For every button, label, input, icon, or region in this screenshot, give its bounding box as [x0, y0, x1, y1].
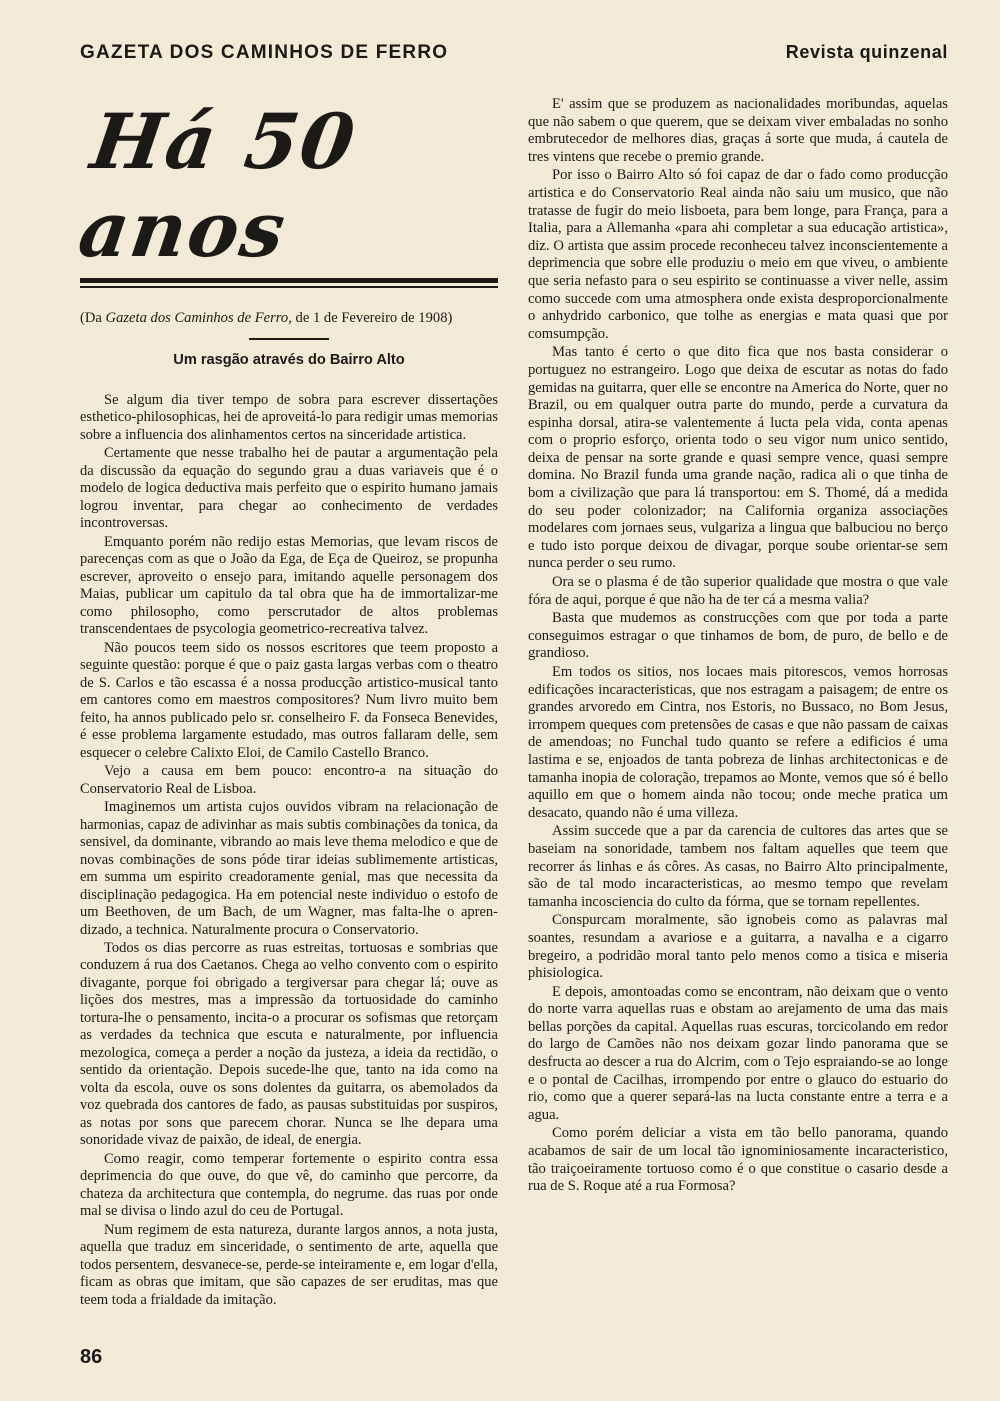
right-column	[528, 96, 948, 1196]
paragraph: Não poucos teem sido os nossos escritores que teem proposto a seguinte questão: porque é que o paiz gasta largas verbas com o theatro de S. Carlos e tão escassa é a nossa producção artistico-musical tanto em cantores como em maestros compositores? Num livro muito bem feito, ha annos publicado pelo sr. conselheiro F. da Fonseca Benevides, é esse problema largamente estudado, mas outros fallaram delle, sem esquecer o celebre Calixto Eloi, de Camilo Castello Branco.	[80, 639, 498, 761]
page-number: 86	[80, 1346, 103, 1368]
publication-frequency: Revista quinzenal	[785, 42, 948, 62]
paragraph: Conspurcam moralmente, são ignobeis como as palavras mal soantes, resundam a avariose e a guitarra, a navalha e a cigarro bregeiro, a podridão moral tanto pelo menos como a tisica e miseria phisiologica.	[528, 912, 948, 982]
paragraph: Por isso o Bairro Alto só foi capaz de dar o fado como producção artistica e do Conservatorio Real ainda não saiu um musico, que não tratasse de fugir do meio lisboeta, para bem longe, para França, para a Italia, para a Allemanha «para ahi completar a sua educação artistica», diz. O artista que assim procede reconheceu talvez inconscientemente a deprimencia que sobre elle produziu o meio em que viveu, o ambiente que seria nefasto para o seu espirito se continuasse a viver nelle, assim como succede com uma atmosphera onde exista desproporcionalmente o anhydrido carbonico, que tolhe as energias e mata quasi que por comsumpção.	[528, 167, 948, 342]
paragraph: Emquanto porém não redijo estas Memorias, que levam riscos de parecenças com as que o João da Ega, de Eça de Queiroz, se propunha escrever, aproveito o ensejo para, imitando aquelle personagem dos Maias, publicar um capitulo da tal obra que ha de immortalizar-me como philosopho, como perscrutador de altos problemas transcendentaes de psycologia geometrico-recreativa talvez.	[80, 533, 498, 638]
paragraph: Como porém deliciar a vista em tão bello panorama, quando acabamos de sair de um local tão ignominiosamente incaracteristico, tão traiçoeiramente tortuoso como é o que constitue o casario desde a rua de S. Roque até a rua Formosa?	[528, 1125, 948, 1195]
paragraph: Certamente que nesse trabalho hei de pautar a argumentação pela da discussão da equação do segundo grau a duas variaveis que é o modelo de logica deductiva mais perfeito que o espirito humano jamais logrou inventar, para chegar ao conhecimento de verdades incontroversas.	[80, 445, 498, 532]
source-prefix: (Da	[80, 310, 106, 326]
source-publication: Gazeta dos Caminhos de Ferro,	[105, 310, 292, 326]
paragraph: Mas tanto é certo o que dito fica que nos basta considerar o portuguez no estrangeiro. Logo que deixa de escutar as notas do fado gemidas na guitarra, quer elle se encontre na America do Norte, quer no Brazil, ou em qualquer outra parte do mundo, perde a curvatura da espinha dorsal, atira-se valentemente á lucta pela vida, conta apenas com o proprio esforço, orienta todo o seu vigor num unico sentido, deixa de pensar na sorte grande e quasi sempre vence, quasi sempre domina. No Brazil funda uma grande nação, radica ali o que tinha de bom a civilização que para lá transportou: em S. Thomé, dá a medida do seu poder colonizador; na California organiza associações modelares com jornaes seus, vulgariza a lingua que balbuciou no berço e tudo isto porque deixou de divagar, porque soube orientar-se sem nunca perder o seu rumo.	[528, 344, 948, 572]
article-subtitle: Um rasgão através do Bairro Alto	[173, 352, 405, 369]
left-column	[73, 96, 498, 1309]
paragraph: Se algum dia tiver tempo de sobra para escrever dissertações esthetico-philosophicas, hei de aproveitá-lo para redigir umas memorias sobre a influencia dos alinhamentos certos na sinceridade artistica.	[80, 391, 498, 443]
paragraph: Todos os dias percorre as ruas estreitas, tortuosas e sombrias que conduzem á rua dos Caetanos. Chega ao velho convento com o espirito divagante, porque foi obrigado a tergiversar para chegar lá; ouve as lições dos mestres, mas a impressão da tortuosidade do caminho tortura-lhe o pensamento, incita-o a procurar os sofismas que retorçam as verdades da technica que escuta e naturalmente, por influencia mezologica, começa a perder a noção da justeza, a ideia da rectidão, o sentido da orientação. Depois sucede-lhe que, tanto na ida como na volta da escola, ouve os sons dolentes da guitarra, os abemolados da voz quebrada dos cantores de fado, as pausas substituidas por suspiros, as notas por sons que parecem chorar. Nunca se lhe depara uma sonoridade vivaz de paixão, de ideal, de energia.	[80, 939, 498, 1149]
article-heading: Há 50 anos	[73, 97, 362, 274]
paragraph: E depois, amontoadas como se encontram, não deixam que o vento do norte varra aquellas ruas e obstam ao arejamento de uma das mais bellas porções da capital. Aquellas ruas escuras, torcicolando em redor do largo de Camões não nos deixam gozar lindo panorama que se desfructa ao descer a rua do Alcrim, com o Tejo espraiando-se ao longe e o pontal de Cacilhas, irrompendo por entre o glauco do estuario do rio, como que a querer separá-las na lucta constante entre a terra e a agua.	[528, 983, 948, 1123]
paragraph: E' assim que se produzem as nacionalidades moribundas, aquelas que não sabem o que querem, que se deixam viver embaladas no sonho embrutecedor de melhores dias, graças á sorte que muda, á cautela de tres vintens que recebe o premio grande.	[528, 96, 948, 165]
paragraph: Imaginemos um artista cujos ouvidos vibram na relacionação de harmonias, capaz de adivinhar as mais subtis combinações da tonica, da sensivel, da dominante, vibrando ao mais leve thema melodico e que de novas combinações de sons póde tirar ideias sublimemente artisticas, em summa um espirito creadoramente genial, mas que necessita da disciplinação pedagogica. Ha em potencial neste individuo o estofo de um Beethoven, de um Bach, de um Wagner, mas falta-lhe o aprendizado, a technica. Naturalmente procura o Conservatorio.	[80, 799, 498, 938]
heading-rule-thin	[80, 286, 498, 288]
running-header	[80, 42, 948, 76]
paragraph: Assim succede que a par da carencia de cultores das artes que se baseiam na sonoridade, tambem nos faltam aquelles que teem que recorrer ás linhas e ás côres. As casas, no Bairro Alto principalmente, são de tal modo incaracteristicas, ao mesmo tempo que revelam tamanha incosciencia do culto da fórma, que se tornam repellentes.	[528, 823, 948, 910]
paragraph: Em todos os sitios, nos locaes mais pitorescos, vemos horrosas edificações incaracteristicas, que nos estragam a paisagem; de entre os grandes arvoredo em Cintra, nos Estoris, no Bussaco, no Bom Jesus, irrompem queques com pretensões de casas e que não passam de caixas de amendoas; no Funchal tudo quanto se refere a edificios é uma lastima e se, enjoados de tanta pobreza de linhas architectonicas e de tamanha inopia de coloração, trepamos ao Monte, vemos que só é bello aquillo em que o homem ainda não tocou; onde meche pratica um desacato, quando não é uma villeza.	[528, 664, 948, 821]
source-citation	[80, 310, 498, 327]
paragraph: Ora se o plasma é de tão superior qualidade que mostra o que vale fóra de aqui, porque é que não ha de ter cá a mesma valia?	[528, 574, 948, 608]
publication-name: GAZETA DOS CAMINHOS DE FERRO	[80, 42, 449, 63]
source-suffix: de 1 de Fevereiro de 1908)	[291, 310, 453, 326]
paragraph: Num regimem de esta natureza, durante largos annos, a nota justa, aquella que traduz em sinceridade, o sentimento de arte, aquella que todos persentem, desvanece-se, perde-se inteiramente e, em logar d'ella, ficam as obras que imitam, que são capazes de ser eruditas, mas que teem toda a frialdade da imitação.	[80, 1221, 498, 1308]
section-divider	[249, 338, 329, 340]
heading-rule-thick	[80, 278, 498, 283]
paragraph: Basta que mudemos as construcções com que por toda a parte conseguimos estragar o que tinhamos de bom, de puro, de bello e de grandioso.	[528, 610, 948, 662]
paragraph: Como reagir, como temperar fortemente o espirito contra essa deprimencia do que ouve, do que vê, do caminho que percorre, da chateza da architectura que contempla, do negrume. das ruas por onde mal se divisa o lindo azul do ceu de Portugal.	[80, 1150, 498, 1220]
paragraph: Vejo a causa em bem pouco: encontro-a na situação do Conservatorio Real de Lisboa.	[80, 763, 498, 797]
